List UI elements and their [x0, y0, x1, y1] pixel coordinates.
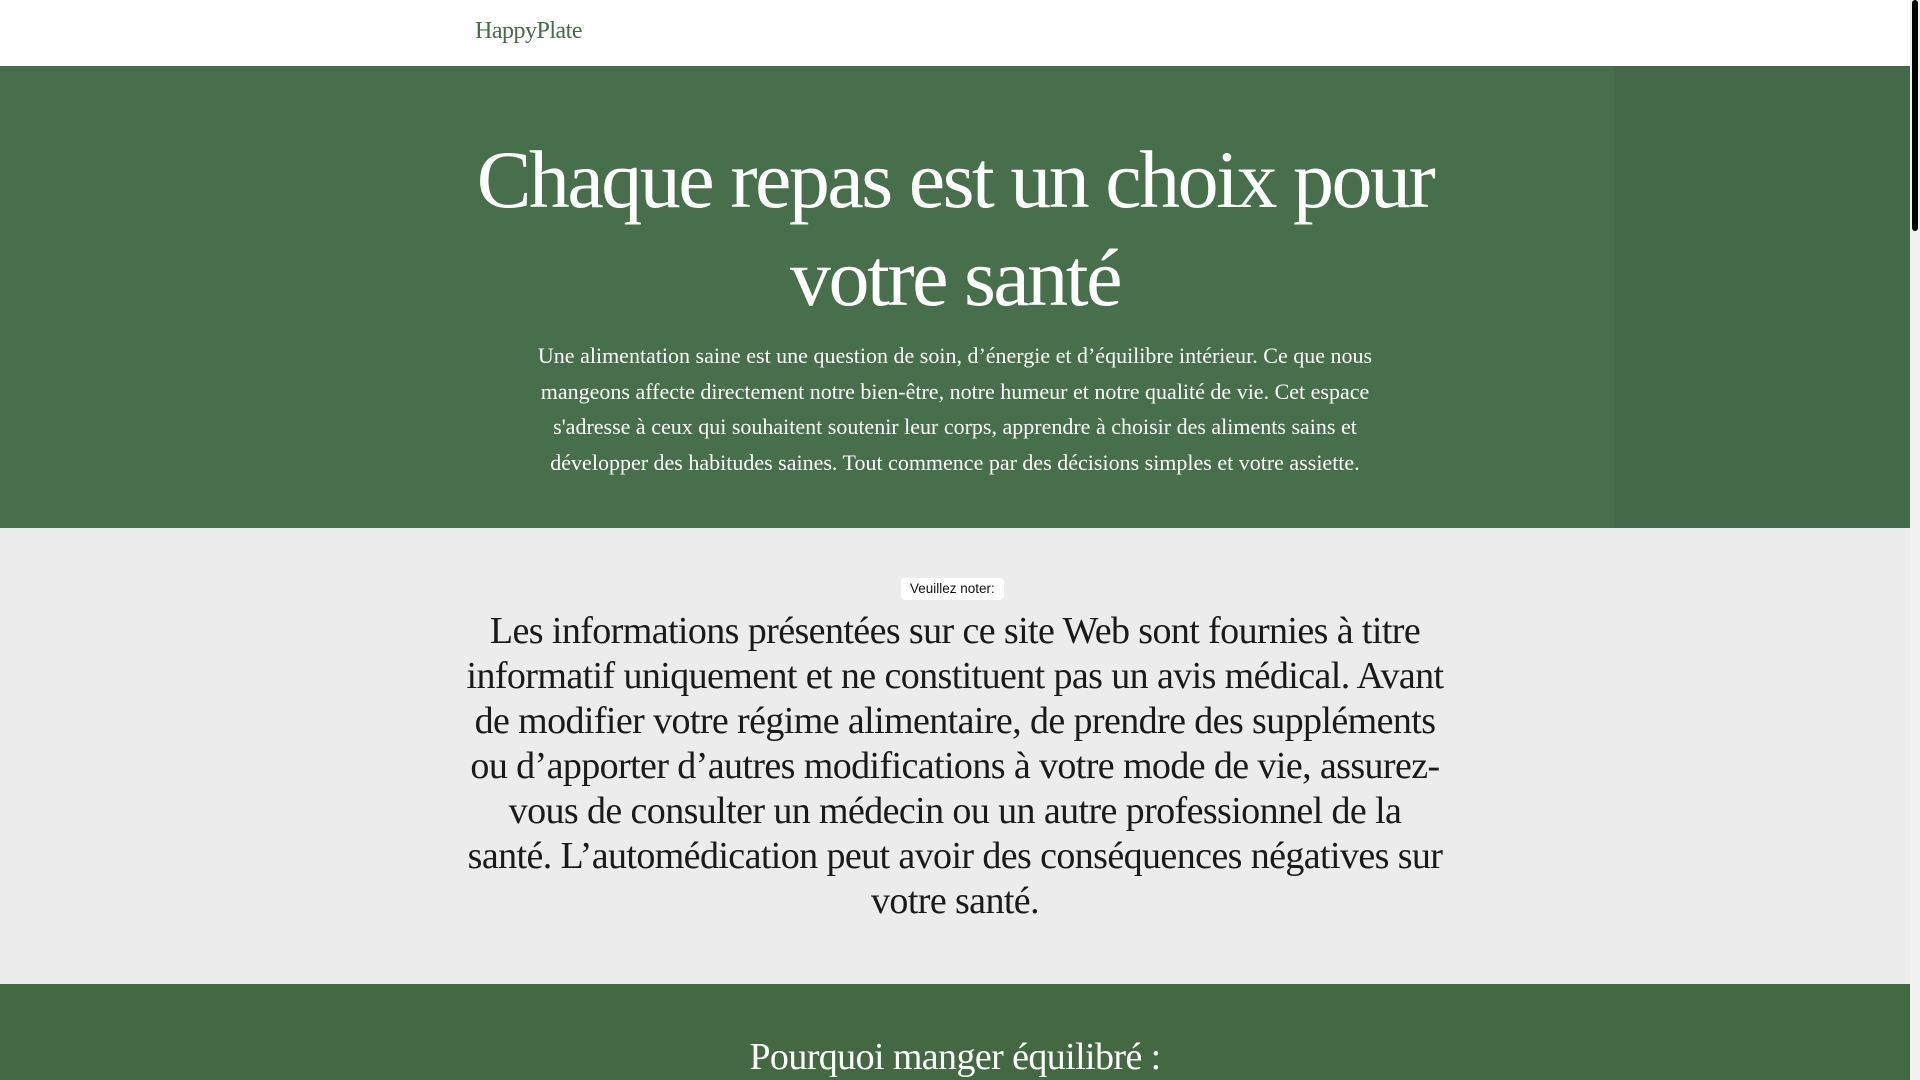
- hero-section: [0, 66, 1910, 528]
- disclaimer-badge: Veuillez noter:: [901, 578, 1004, 600]
- site-header: [0, 0, 1910, 66]
- hero-description: Une alimentation saine est une question de soin, d’énergie et d’équilibre intérieur. Ce que nous mangeons affecte directement notre bien-être, notre humeur et notre qualité de vie. Cet espace s'adresse à ceux qui souhaitent soutenir leur corps, apprendre à choisir des aliments sains et développer des habitudes saines. Tout commence par des décisions simples et votre assiette.: [537, 343, 1373, 475]
- page-scrollbar[interactable]: [1910, 0, 1920, 1080]
- site-logo-link[interactable]: HappyPlate: [475, 18, 582, 44]
- disclaimer-text: Les informations présentées sur ce site Web sont fournies à titre informatif uniquement et ne constituent pas un avis médical. Avant de modifier votre régime alimentaire, de prendre des suppléments ou d’apporter d’autres modifications à votre mode de vie, assurez-vous de consulter un médecin ou un autre professionnel de la santé. L’automédication peut avoir des conséquences négatives sur votre santé.: [466, 610, 1444, 922]
- scrollbar-thumb[interactable]: [1912, 0, 1918, 231]
- hero-title: Chaque repas est un choix pour votre santé: [476, 134, 1434, 323]
- disclaimer-section: [0, 528, 1910, 984]
- why-section: [0, 984, 1910, 1080]
- why-section-title: Pourquoi manger équilibré :: [749, 1036, 1161, 1078]
- hero-decorative-panel: [1614, 66, 1910, 528]
